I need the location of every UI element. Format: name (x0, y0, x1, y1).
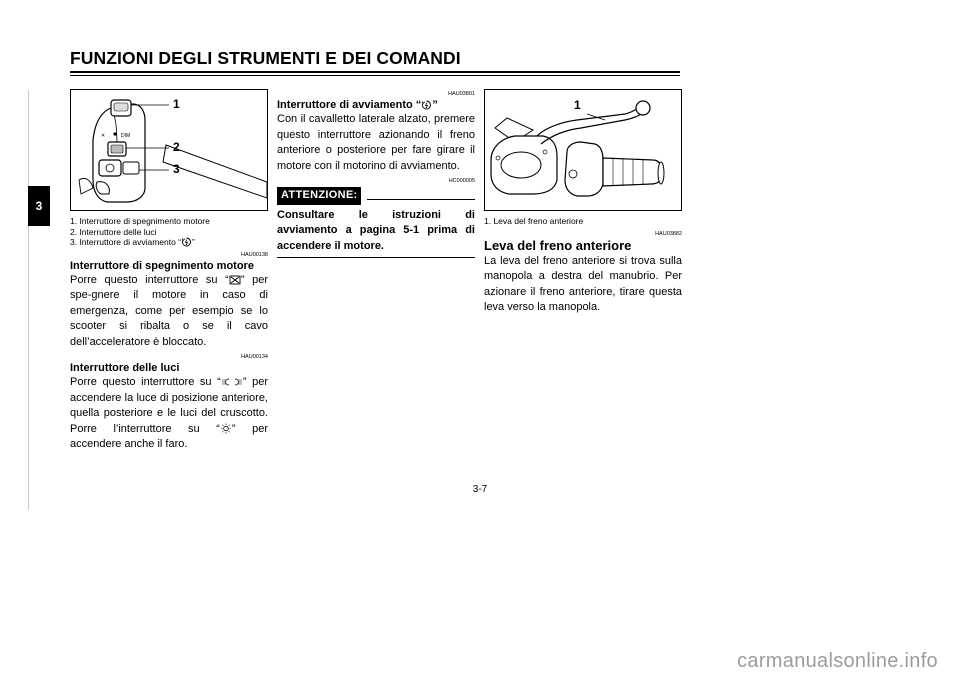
caution-label: ATTENZIONE: (277, 187, 361, 205)
section-heading-engine-stop: Interruttore di spegnimento motore (70, 259, 254, 272)
column-right (484, 89, 682, 316)
figure-callout-1: 1 (574, 98, 581, 112)
section-heading-front-brake: Leva del freno anteriore (484, 237, 632, 253)
paragraph-engine-stop (70, 273, 268, 351)
handlebar-left-switches-figure (70, 89, 268, 211)
figure-callout-3: 3 (173, 162, 180, 176)
headlight-icon (220, 423, 232, 434)
figure-callout-2: 2 (173, 140, 180, 154)
caption-item-3-close: ” (192, 237, 195, 247)
caption-item-1: 1. Interruttore di spegnimento motore (70, 216, 210, 226)
figure-callout-1: 1 (173, 97, 180, 111)
caption-item-3 (70, 237, 268, 248)
paragraph-front-brake: La leva del freno anteriore si trova sulla manopola a destra del manubrio. Per azionare il freno anteriore, tirare questa leva verso la manopola. (484, 254, 682, 313)
section-code: HAU00138 (241, 251, 268, 258)
page-number: 3-7 (472, 484, 488, 495)
chapter-margin-line (28, 90, 29, 510)
section-code: HAU03882 (655, 230, 682, 237)
starter-icon (181, 237, 192, 247)
paragraph-starter: Con il cavalletto laterale alzato, premere questo interruttore azionando il freno anteriore o posteriore per fare girare il motore con il motorino di avviamento. (277, 113, 475, 172)
paragraph-lights (70, 375, 268, 453)
paragraph-engine-stop-a: Porre questo interruttore su “ (70, 273, 229, 286)
svg-text:DIM: DIM (121, 133, 131, 139)
caution-code: HC000005 (448, 178, 475, 184)
paragraph-engine-stop-b: ” per spe-gnere il motore in caso di emergenza, come per esempio se lo scooter si ribalta o se il cavo dell’acceleratore è bloccato. (70, 273, 268, 348)
watermark: carmanualsonline.info (737, 650, 938, 672)
caution-text: Consultare le istruzioni di avviamento a pagina 5-1 prima di accendere il motore. (277, 208, 475, 252)
engine-stop-icon (229, 275, 241, 285)
parking-light-icon (221, 377, 243, 387)
paragraph-lights-b: ” per accendere la luce di posizione anteriore, quella posteriore e le luci del cruscotto. Porre l’interruttore su “ (70, 376, 268, 435)
left-switches-illustration (71, 90, 267, 210)
section-code: HAU00134 (241, 354, 268, 360)
caution-rule (367, 199, 475, 200)
page-title: FUNZIONI DEGLI STRUMENTI E DEI COMANDI (70, 48, 461, 68)
section-code: HAU03801 (448, 91, 475, 97)
section-heading-starter-close: ” (432, 99, 438, 111)
title-rule-thin (70, 75, 680, 76)
column-left (70, 89, 268, 453)
caption-item-3-text: 3. Interruttore di avviamento “ (70, 237, 182, 247)
paragraph-lights-a: Porre questo interruttore su “ (70, 376, 221, 388)
section-heading-starter-text: Interruttore di avviamento “ (277, 99, 422, 111)
starter-icon (421, 100, 432, 110)
figure-caption: 1. Leva del freno anteriore (484, 216, 584, 226)
front-brake-lever-illustration (485, 90, 681, 210)
caution-end-rule (277, 257, 475, 258)
title-rule (70, 71, 680, 73)
column-middle (277, 87, 475, 258)
caution-header (277, 187, 475, 205)
chapter-tab: 3 (28, 186, 50, 226)
paragraph-lights-c: ” per accendere anche il faro. (70, 422, 268, 450)
section-heading-starter (277, 98, 475, 112)
figure-caption-list (70, 216, 268, 248)
front-brake-lever-figure (484, 89, 682, 211)
caption-item-2: 2. Interruttore delle luci (70, 226, 157, 237)
svg-text:✕: ✕ (101, 133, 106, 139)
section-heading-lights: Interruttore delle luci (70, 362, 180, 374)
